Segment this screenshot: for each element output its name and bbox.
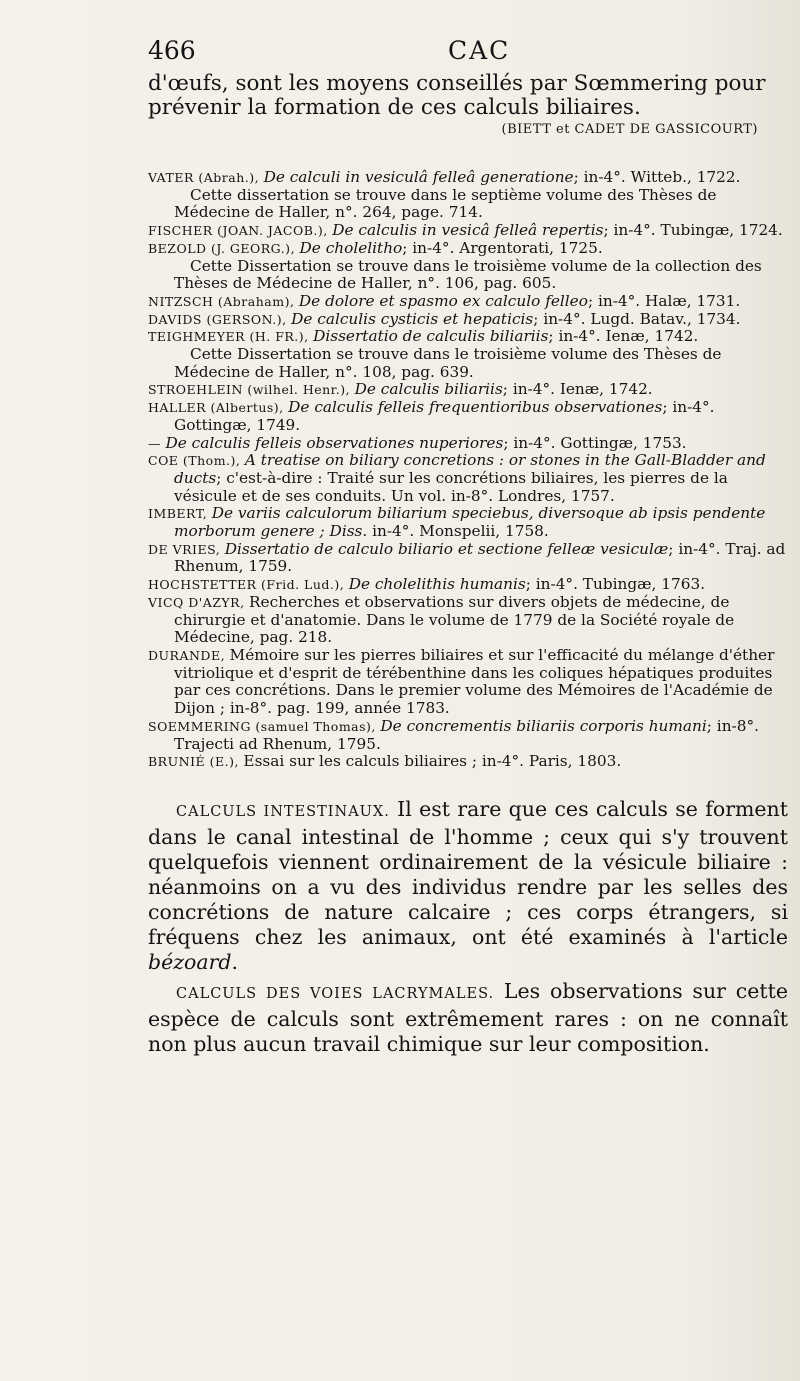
- entry-details: ; in-8°. Trajecti ad Rhenum, 1795.: [174, 716, 759, 753]
- entry-details: ; in-4°. Argentorati, 1725.: [402, 238, 603, 257]
- entry-author: DE VRIES,: [148, 541, 225, 557]
- entry-author: DURANDE,: [148, 647, 230, 663]
- entry-details: ; in-4°. Ienæ, 1742.: [502, 380, 653, 399]
- entry-author: VICQ D'AZYR,: [148, 594, 250, 610]
- entry-details: ; in-4°. Ienæ, 1742.: [548, 327, 699, 346]
- entry-author: TEIGHMEYER (H. FR.),: [148, 329, 314, 345]
- bibliography-entry: [148, 452, 788, 505]
- section-heading: CALCULS DES VOIES LACRYMALES.: [176, 985, 495, 1002]
- entry-title: De calculis biliariis: [354, 380, 503, 399]
- bibliography-entry: [148, 311, 788, 329]
- bibliography-entry: [148, 435, 788, 453]
- running-head: CAC: [448, 36, 511, 65]
- bibliography-entry: [148, 647, 788, 718]
- entry-details: ; in-4°. Lugd. Batav., 1734.: [533, 309, 741, 328]
- bibliography-entry: [148, 240, 788, 258]
- entry-details: in-4°. Monspelii, 1758.: [367, 522, 549, 541]
- entry-details: ; c'est-à-dire : Traité sur les concrétions biliaires, les pierres de la vésicule et de ses conduits. Un vol. in-8°. Londres, 1757.: [174, 468, 728, 505]
- bibliography-entry: [148, 541, 788, 576]
- entry-details: ; in-4°. Traj. ad Rhenum, 1759.: [174, 539, 786, 576]
- bibliography-entry: [148, 505, 788, 540]
- article-section: [148, 797, 788, 975]
- entry-title: De calculis felleis observationes nuperiores: [165, 433, 504, 452]
- entry-title: De calculis in vesicâ felleâ repertis: [332, 221, 604, 240]
- bibliography-entry: [148, 576, 788, 594]
- bibliography-entry: [148, 718, 788, 753]
- entry-author: HALLER (Albertus),: [148, 400, 289, 416]
- entry-title: De calculis cysticis et hepaticis: [291, 309, 534, 328]
- entry-details: ; in-4°. Witteb., 1722.: [573, 168, 741, 186]
- entry-details: ; in-4°. Gottingæ, 1753.: [503, 433, 687, 452]
- entry-author: FISCHER (JOAN. JACOB.),: [148, 223, 333, 239]
- section-text-italic: bézoard: [148, 949, 232, 974]
- entry-details: Mémoire sur les pierres biliaires et sur l'efficacité du mélange d'éther vitriolique et d'esprit de térébenthine dans les coliques hépatiques produites par ces concrétions. Dans le premier volume des Mémoires de l'Académie de Dijon ; in-8°. pag. 199, année 1783.: [174, 645, 775, 718]
- entry-author: —: [148, 435, 166, 451]
- entry-author: BEZOLD (J. GEORG.),: [148, 240, 300, 256]
- page-header: [148, 36, 788, 72]
- page-body: [148, 72, 788, 1057]
- entry-details: ; in-4°. Tubingæ, 1724.: [603, 221, 783, 240]
- article-section: [148, 979, 788, 1057]
- article-sections: [148, 797, 788, 1057]
- section-text-end: .: [231, 949, 239, 974]
- entry-author: IMBERT,: [148, 506, 212, 522]
- entry-title: Dissertatio de calculo biliario et sectione felleæ vesiculæ: [224, 539, 669, 558]
- entry-author: SOEMMERING (samuel Thomas),: [148, 718, 381, 734]
- entry-author: BRUNIÉ (E.),: [148, 754, 244, 770]
- section-text: Il est rare que ces calculs se forment dans le canal intestinal de l'homme ; ceux qui s'y trouvent quelquefois viennent ordinairement de la vésicule biliaire : néanmoins on a vu des individus rendre par les selles des concrétions de nature calcaire ; ces corps étrangers, si fréquens chez les animaux, ont été examinés à l'article: [148, 796, 789, 949]
- intro-line-2: prévenir la formation de ces calculs biliaires.: [148, 95, 641, 120]
- author-signature: (BIETT et CADET DE GASSICOURT): [501, 122, 758, 137]
- bibliography-entry: [148, 753, 788, 771]
- entry-author: DAVIDS (GERSON.),: [148, 311, 292, 327]
- bibliography-entry: [148, 328, 788, 346]
- entry-title: De cholelithis humanis: [348, 575, 526, 594]
- entry-author: HOCHSTETTER (Frid. Lud.),: [148, 577, 349, 593]
- entry-details: ; in-4°. Gottingæ, 1749.: [174, 398, 715, 434]
- bibliography-entry: [148, 169, 788, 187]
- entry-title: De dolore et spasmo ex calculo felleo: [298, 291, 588, 310]
- section-text: Les observations sur cette espèce de calculs sont extrêmement rares : on ne connaît non plus aucun travail chimique sur leur composition.: [148, 978, 788, 1056]
- bibliography-entry: [148, 222, 788, 240]
- section-heading: CALCULS INTESTINAUX.: [176, 803, 390, 820]
- entry-author: VATER (Abrah.),: [148, 170, 264, 185]
- entry-author: NITZSCH (Abraham),: [148, 293, 299, 309]
- entry-title: De calculis felleis frequentioribus observationes: [288, 398, 663, 417]
- page-number: 466: [148, 36, 196, 65]
- bibliography-entry: [148, 381, 788, 399]
- intro-line-1: d'œufs, sont les moyens conseillés par Sœmmering pour: [148, 71, 766, 96]
- bibliography: [148, 169, 788, 771]
- bibliography-note: Cette Dissertation se trouve dans le troisième volume des Thèses de Médecine de Haller, n°. 108, pag. 639.: [174, 345, 722, 381]
- bibliography-entry: [148, 399, 788, 434]
- entry-title: A treatise on biliary concretions : or stones in the Gall-Bladder and ducts: [174, 451, 766, 487]
- entry-title: De cholelitho: [299, 238, 403, 257]
- bibliography-entry: [148, 594, 788, 647]
- entry-details: ; in-4°. Tubingæ, 1763.: [525, 575, 706, 594]
- entry-details: ; in-4°. Halæ, 1731.: [587, 291, 741, 310]
- entry-details: Recherches et observations sur divers objets de médecine, de chirurgie et d'anatomie. Dans le volume de 1779 de la Société royale de Médecine, pag. 218.: [174, 592, 735, 647]
- bibliography-note: Cette dissertation se trouve dans le septième volume des Thèses de Médecine de Haller, n°. 264, page. 714.: [174, 185, 717, 222]
- entry-details: Essai sur les calculs biliaires ; in-4°. Paris, 1803.: [243, 752, 622, 771]
- entry-title: De calculi in vesiculâ felleâ generatione: [263, 168, 574, 186]
- bibliography-note: Cette Dissertation se trouve dans le troisième volume de la collection des Thèses de Médecine de Haller, n°. 106, pag. 605.: [174, 256, 762, 293]
- entry-title: De variis calculorum biliarium speciebus, diversoque ab ipsis pendente morborum genere ; Diss.: [174, 504, 766, 541]
- bibliography-entry: [148, 293, 788, 311]
- entry-author: STROEHLEIN (wilhel. Henr.),: [148, 382, 355, 398]
- entry-title: Dissertatio de calculis biliariis: [313, 327, 549, 346]
- entry-title: De concrementis biliariis corporis humani: [380, 716, 707, 735]
- entry-author: COE (Thom.),: [148, 453, 245, 469]
